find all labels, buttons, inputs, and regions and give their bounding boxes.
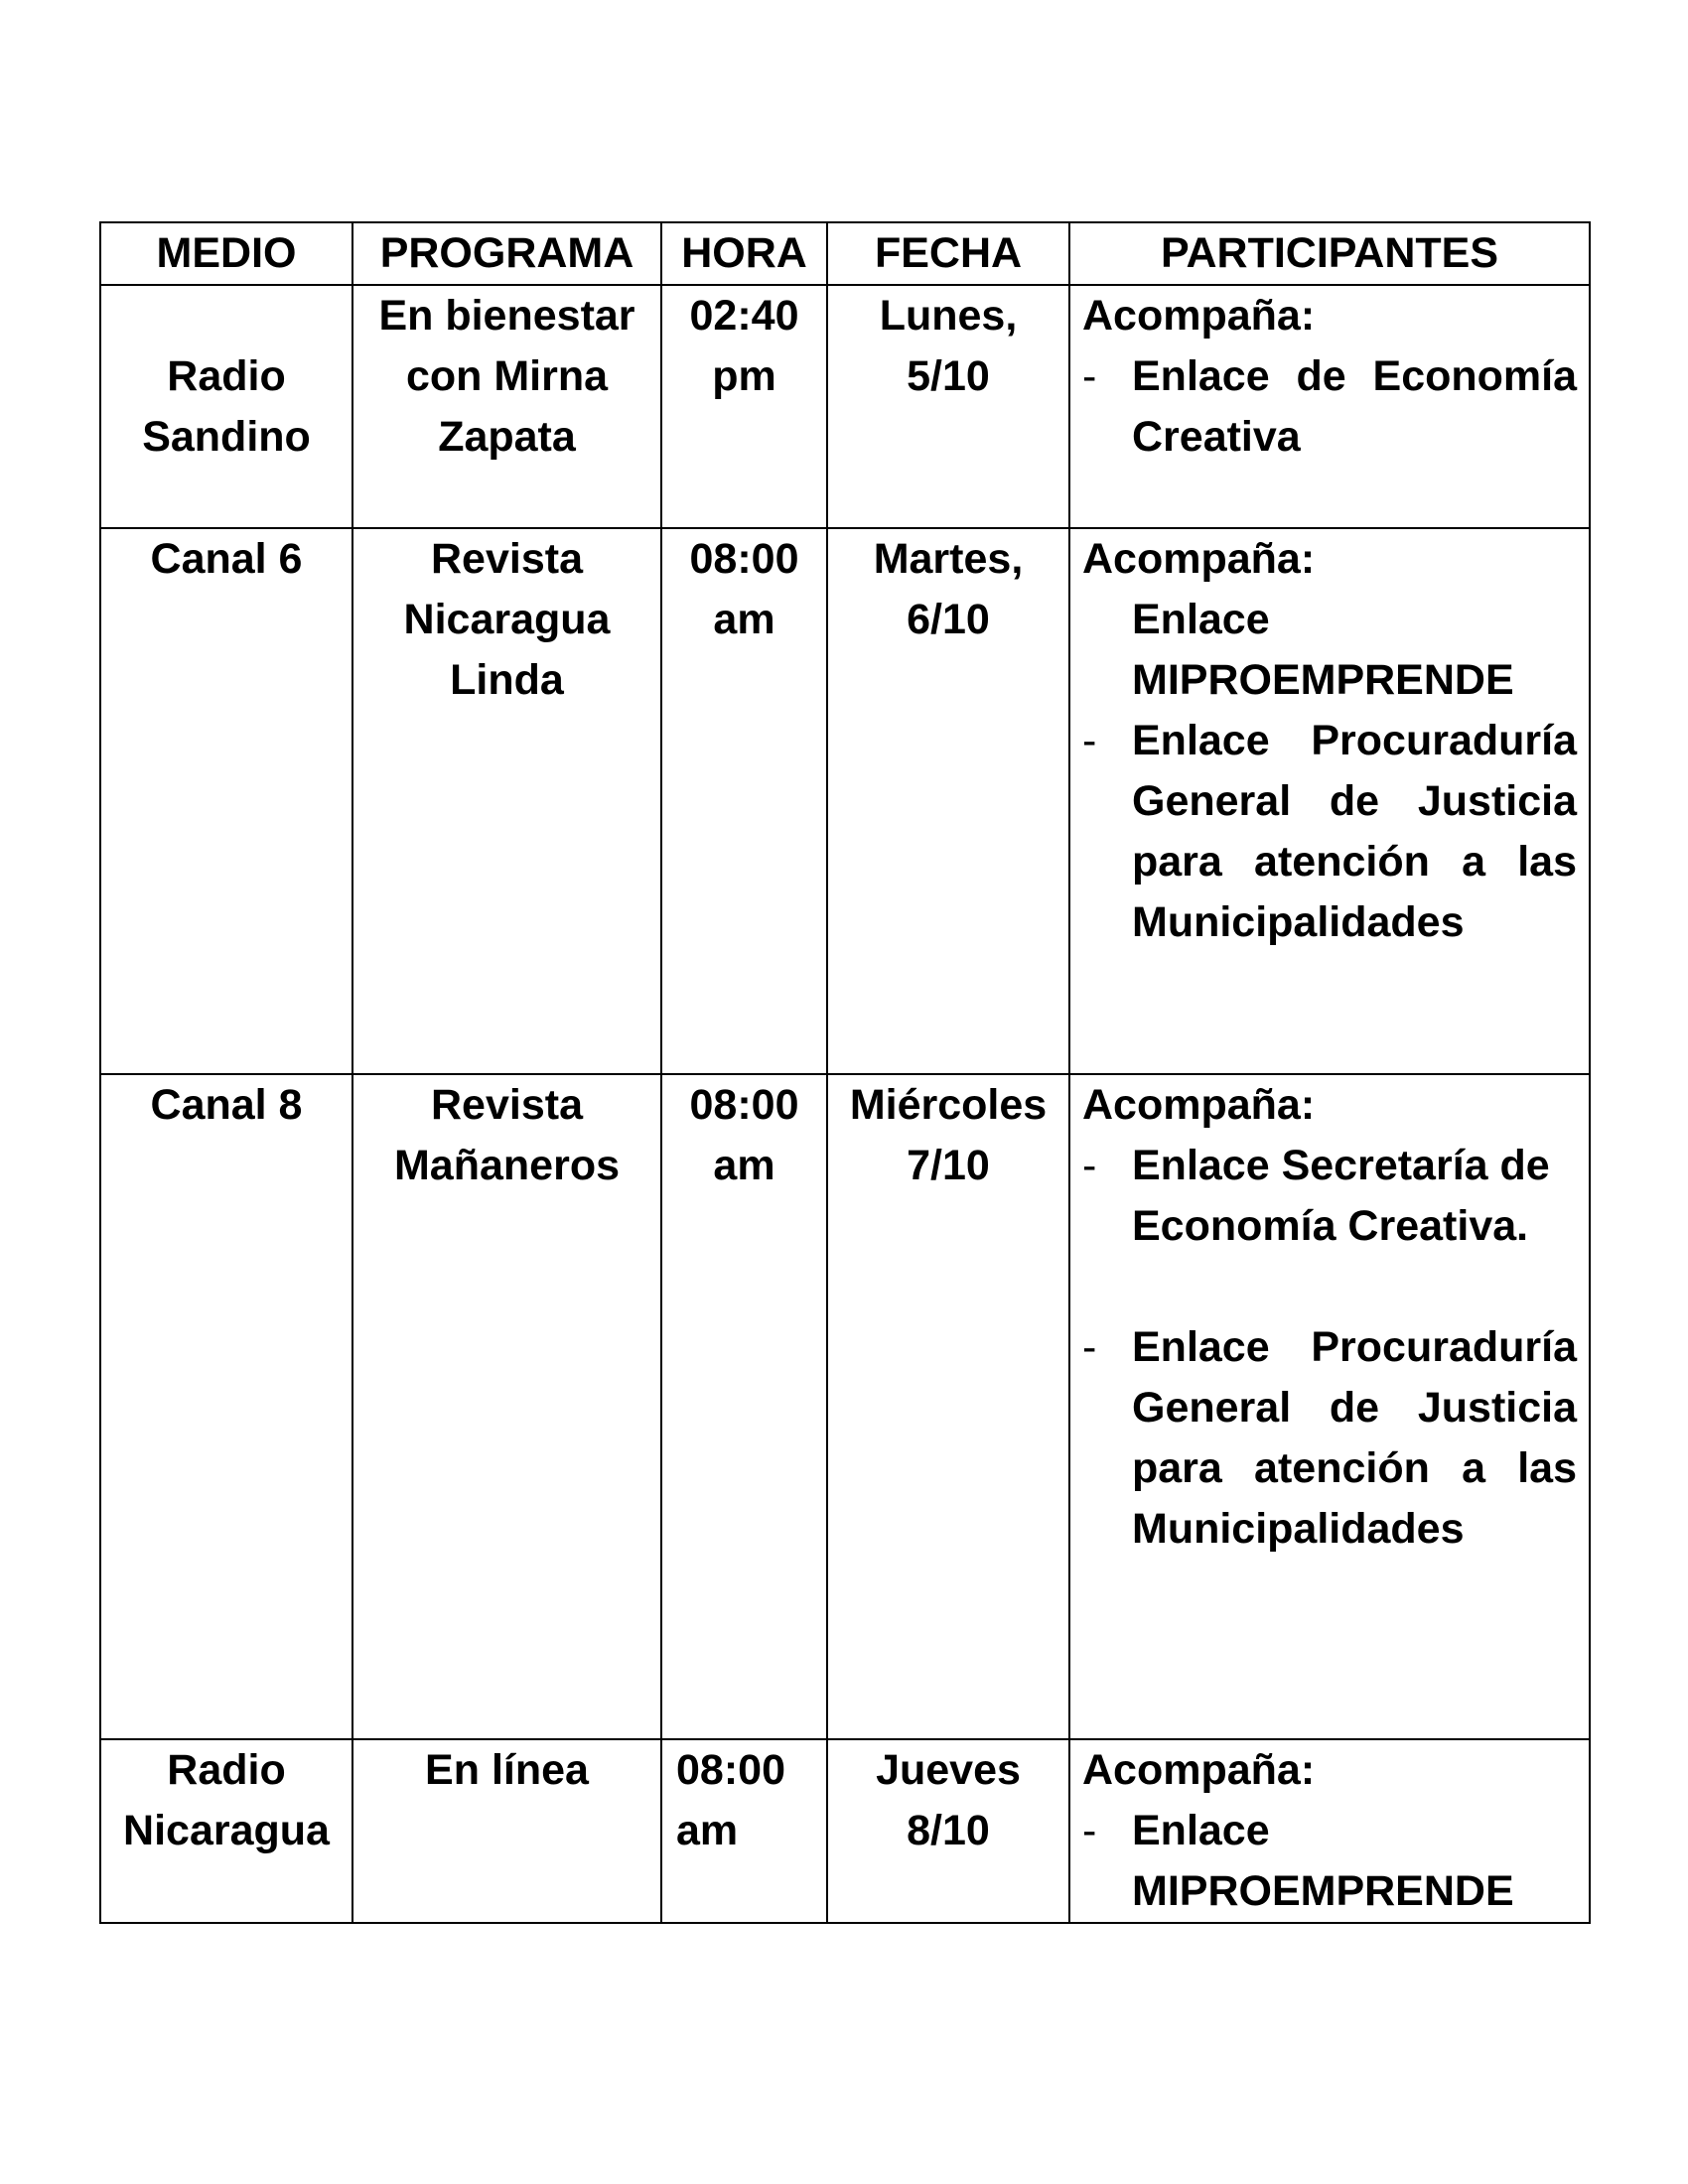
table-row <box>100 285 1590 528</box>
table-row <box>100 1074 1590 1739</box>
bullet-dash: - <box>1082 717 1097 764</box>
participant-item <box>1082 590 1577 711</box>
spacer <box>1082 1257 1577 1317</box>
participant-item <box>1082 346 1577 468</box>
cell-fecha: Martes, 6/10 <box>827 528 1069 1074</box>
table-header-row <box>100 222 1590 285</box>
table-row <box>100 1739 1590 1923</box>
cell-hora: 08:00 am <box>661 528 827 1074</box>
cell-hora: 08:00 am <box>661 1074 827 1739</box>
document-page <box>99 221 1589 1924</box>
acompana-label: Acompaña: <box>1082 1081 1316 1129</box>
header-hora: HORA <box>661 222 827 285</box>
cell-programa: Revista Mañaneros <box>352 1074 661 1739</box>
cell-medio: Canal 6 <box>100 528 352 1074</box>
bullet-dash: - <box>1082 1142 1097 1189</box>
cell-hora: 08:00 am <box>661 1739 827 1923</box>
cell-hora: 02:40 pm <box>661 285 827 528</box>
media-schedule-table <box>99 221 1591 1924</box>
participant-item <box>1082 1136 1577 1257</box>
table-row <box>100 528 1590 1074</box>
cell-fecha: Miércoles 7/10 <box>827 1074 1069 1739</box>
cell-participantes <box>1069 1739 1590 1923</box>
participant-text: Enlace Secretaría de Economía Creativa. <box>1132 1142 1550 1250</box>
cell-participantes <box>1069 1074 1590 1739</box>
bullet-dash: - <box>1082 1807 1097 1854</box>
cell-medio: Radio Nicaragua <box>100 1739 352 1923</box>
participant-item <box>1082 1801 1577 1922</box>
header-medio: MEDIO <box>100 222 352 285</box>
bullet-dash: - <box>1082 352 1097 400</box>
acompana-label: Acompaña: <box>1082 535 1316 583</box>
bullet-dash: - <box>1082 1323 1097 1371</box>
cell-programa: En bienestar con Mirna Zapata <box>352 285 661 528</box>
participant-text: Enlace Procuraduría General de Justicia para atención a las Municipalidades <box>1132 1323 1577 1553</box>
cell-participantes <box>1069 285 1590 528</box>
cell-programa: En línea <box>352 1739 661 1923</box>
cell-medio: Radio Sandino <box>100 285 352 528</box>
cell-programa: Revista Nicaragua Linda <box>352 528 661 1074</box>
cell-participantes <box>1069 528 1590 1074</box>
acompana-label: Acompaña: <box>1082 1746 1316 1794</box>
participant-text: Enlace Procuraduría General de Justicia para atención a las Municipalidades <box>1132 717 1577 946</box>
participant-item <box>1082 711 1577 953</box>
cell-fecha: Jueves 8/10 <box>827 1739 1069 1923</box>
cell-fecha: Lunes, 5/10 <box>827 285 1069 528</box>
acompana-label: Acompaña: <box>1082 292 1316 340</box>
participant-text: Enlace MIPROEMPRENDE <box>1132 596 1514 704</box>
header-participantes: PARTICIPANTES <box>1069 222 1590 285</box>
cell-medio: Canal 8 <box>100 1074 352 1739</box>
header-fecha: FECHA <box>827 222 1069 285</box>
participant-item <box>1082 1317 1577 1560</box>
header-programa: PROGRAMA <box>352 222 661 285</box>
participant-text: Enlace de Economía Creativa <box>1132 352 1577 461</box>
participant-text: Enlace MIPROEMPRENDE <box>1132 1807 1514 1915</box>
